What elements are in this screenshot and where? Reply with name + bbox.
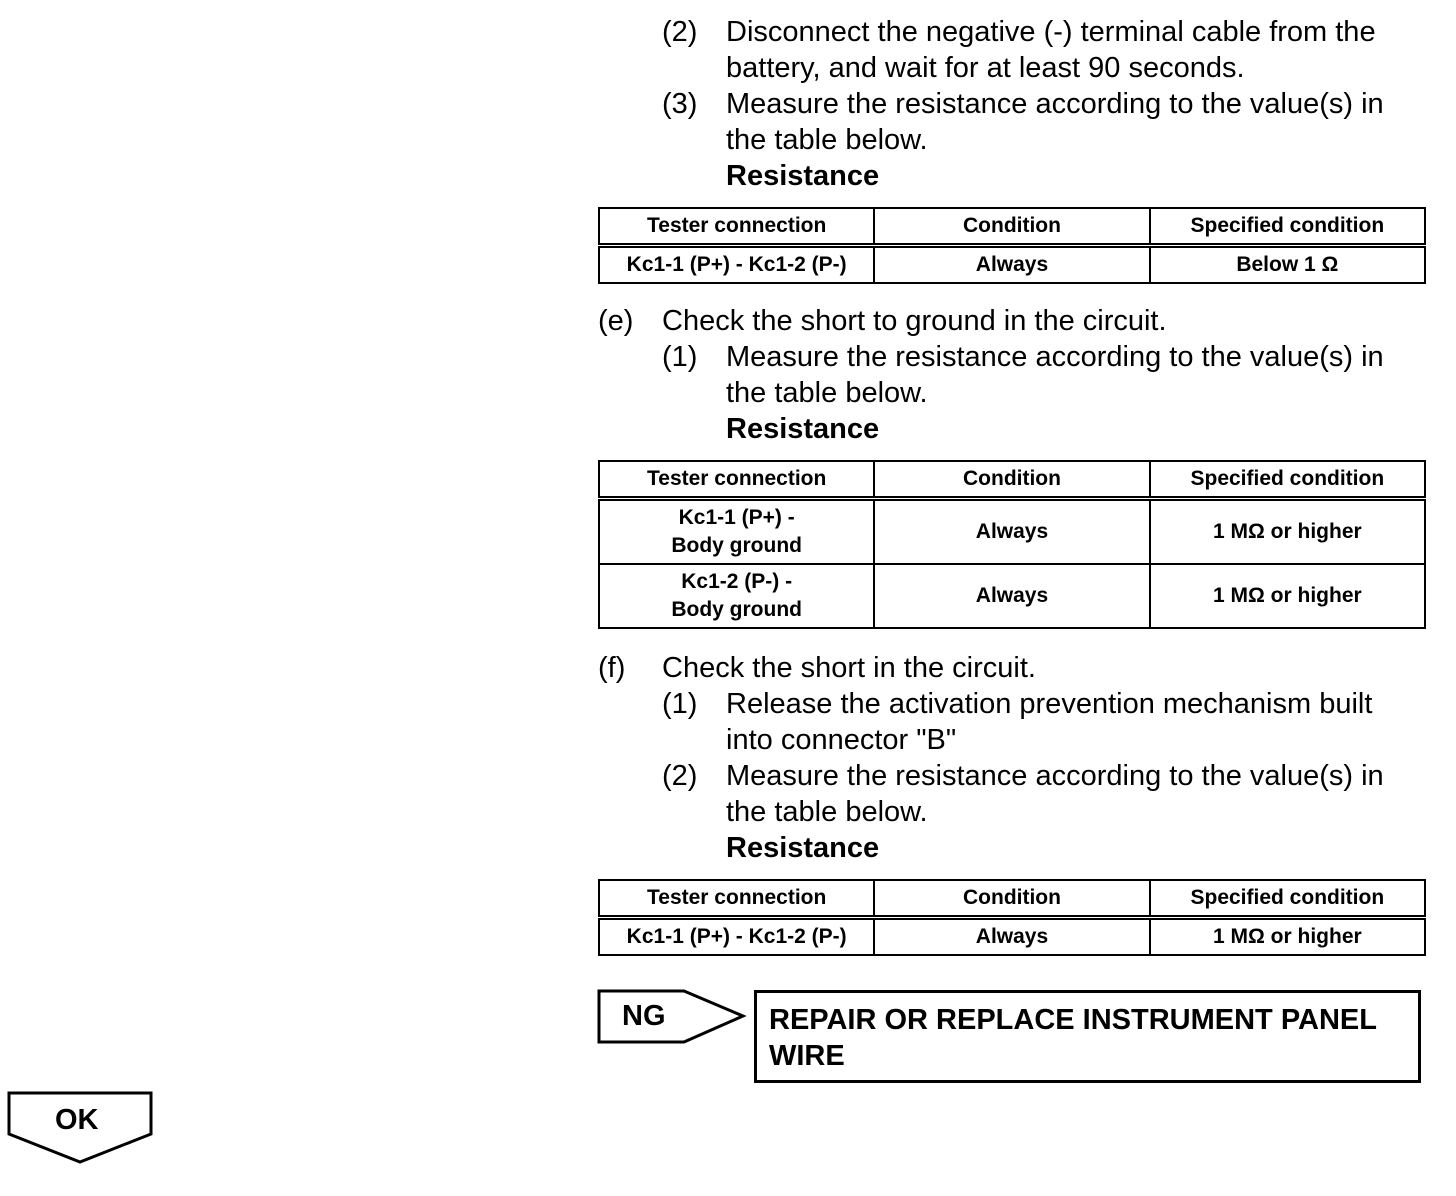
instruction-text: the table below. — [726, 124, 928, 156]
ok-label: OK — [55, 1104, 99, 1136]
instruction-text: Measure the resistance according to the value(s) in — [726, 341, 1384, 373]
table-row — [599, 246, 1425, 284]
table-cell: Always — [874, 246, 1149, 284]
table-row — [599, 564, 1425, 628]
resistance-table-3 — [598, 879, 1426, 956]
column-header: Condition — [874, 880, 1149, 918]
step-letter: (f) — [598, 652, 626, 684]
table-row — [599, 918, 1425, 956]
instruction-text: Disconnect the negative (-) terminal cable from the — [726, 16, 1376, 48]
instruction-text: Release the activation prevention mechanism built — [726, 688, 1373, 720]
ng-label: NG — [622, 1000, 666, 1032]
cell-line: Kc1-2 (P-) - — [681, 570, 793, 593]
column-header: Specified condition — [1150, 880, 1425, 918]
table-cell: Always — [874, 918, 1149, 956]
column-header: Tester connection — [599, 461, 874, 499]
cell-line: Kc1-1 (P+) - — [678, 506, 795, 529]
ng-action-line: REPAIR OR REPLACE INSTRUMENT PANEL — [769, 1004, 1377, 1036]
item-number: (1) — [662, 341, 698, 373]
table-cell: Kc1-1 (P+) - Kc1-2 (P-) — [599, 918, 874, 956]
table-cell: 1 MΩ or higher — [1150, 499, 1425, 565]
column-header: Specified condition — [1150, 461, 1425, 499]
ng-arrow-icon[interactable] — [596, 988, 748, 1048]
item-number: (2) — [662, 760, 698, 792]
table-row — [599, 499, 1425, 565]
resistance-table-1 — [598, 207, 1426, 284]
resistance-heading: Resistance — [726, 160, 880, 192]
step-text: Check the short in the circuit. — [662, 652, 1036, 684]
column-header: Tester connection — [599, 880, 874, 918]
table-cell — [599, 499, 874, 565]
item-number: (2) — [662, 16, 698, 48]
resistance-table-2 — [598, 460, 1426, 629]
table-cell — [599, 564, 874, 628]
table-cell: 1 MΩ or higher — [1150, 918, 1425, 956]
instruction-text: Measure the resistance according to the value(s) in — [726, 760, 1384, 792]
table-cell: Kc1-1 (P+) - Kc1-2 (P-) — [599, 246, 874, 284]
step-text: Check the short to ground in the circuit. — [662, 305, 1167, 337]
table-cell: Below 1 Ω — [1150, 246, 1425, 284]
table-header-row — [599, 880, 1425, 918]
instruction-text: the table below. — [726, 377, 928, 409]
table-cell: Always — [874, 564, 1149, 628]
column-header: Condition — [874, 208, 1149, 246]
column-header: Tester connection — [599, 208, 874, 246]
table-header-row — [599, 461, 1425, 499]
cell-line: Body ground — [671, 598, 802, 621]
instruction-text: Measure the resistance according to the value(s) in — [726, 88, 1384, 120]
resistance-heading: Resistance — [726, 832, 880, 864]
table-cell: Always — [874, 499, 1149, 565]
item-number: (3) — [662, 88, 698, 120]
instruction-text: battery, and wait for at least 90 seconds. — [726, 52, 1245, 84]
resistance-heading: Resistance — [726, 413, 880, 445]
item-number: (1) — [662, 688, 698, 720]
ng-action-line: WIRE — [769, 1040, 845, 1072]
cell-line: Body ground — [671, 534, 802, 557]
table-cell: 1 MΩ or higher — [1150, 564, 1425, 628]
ng-action-box — [754, 990, 1421, 1083]
instruction-text: into connector "B" — [726, 724, 957, 756]
instruction-text: the table below. — [726, 796, 928, 828]
column-header: Condition — [874, 461, 1149, 499]
step-letter: (e) — [598, 305, 634, 337]
table-header-row — [599, 208, 1425, 246]
column-header: Specified condition — [1150, 208, 1425, 246]
